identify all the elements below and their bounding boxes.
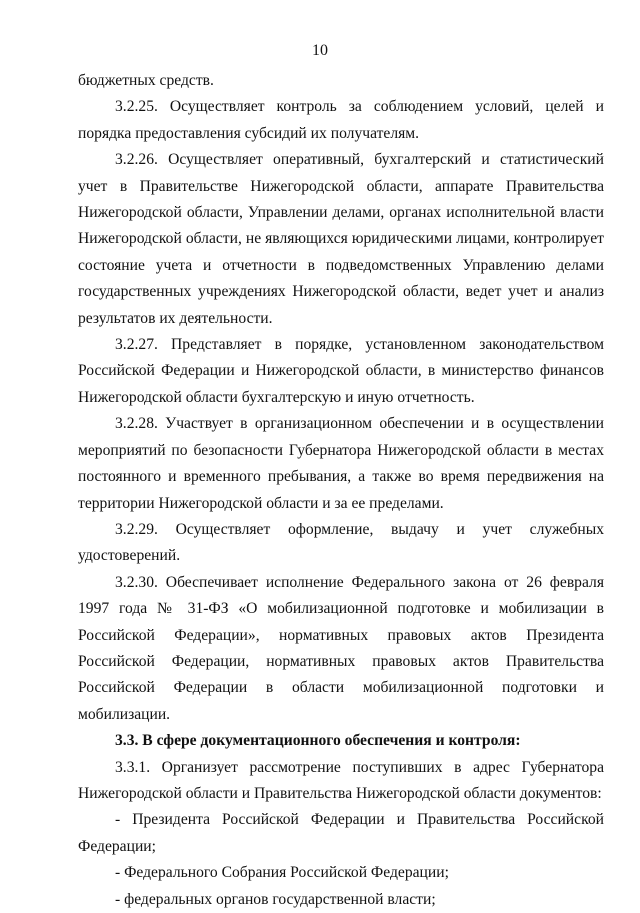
paragraph-continuation: бюджетных средств. [78,72,214,89]
page-number: 10 [312,42,328,59]
paragraph-3-2-30: 3.2.30. Обеспечивает исполнение Федерального закона от 26 февраля 1997 года № 31-ФЗ «О мобилизационной подготовке и мобилизации в Российской Федерации», нормативных правовых актов Президента Российской Федерации, нормативных правовых актов Правительства Российской Федерации в области мобилизационной подготовки и мобилизации. [78,573,604,723]
paragraph-3-2-26: 3.2.26. Осуществляет оперативный, бухгалтерский и статистический учет в Правительстве Нижегородской области, аппарате Правительства Нижегородской области, Управлении делами, органах исполнительной власти Нижегородской области, не являющихся юридическими лицами, контролирует состояние учета и отчетности в подведомственных Управлению делами государственных учреждениях Нижегородской области, ведет учет и анализ результатов их деятельности. [78,151,604,327]
section-heading-3-3: 3.3. В сфере документационного обеспечения и контроля: [115,732,521,750]
list-item: - Президента Российской Федерации и Правительства Российской Федерации; [78,811,604,855]
paragraph-3-2-28: 3.2.28. Участвует в организационном обеспечении и в осуществлении мероприятий по безопасности Губернатора Нижегородской области в местах постоянного и временного пребывания, а также во время передвижения на территории Нижегородской области и за ее пределами. [78,415,604,512]
document-body [78,68,604,913]
paragraph-3-3-1: 3.3.1. Организует рассмотрение поступивших в адрес Губернатора Нижегородской области и Правительства Нижегородской области документов: [78,758,604,802]
paragraph-3-2-25: 3.2.25. Осуществляет контроль за соблюдением условий, целей и порядка предоставления субсидий их получателям. [78,98,604,142]
list-item: - федеральных органов государственной власти; [115,890,436,908]
paragraph-3-2-27: 3.2.27. Представляет в порядке, установленном законодательством Российской Федерации и Нижегородской области, в министерство финансов Нижегородской области бухгалтерскую и иную отчетность. [78,336,604,406]
paragraph-3-2-29: 3.2.29. Осуществляет оформление, выдачу и учет служебных удостоверений. [78,520,604,565]
list-item: - Федерального Собрания Российской Федерации; [115,864,449,882]
